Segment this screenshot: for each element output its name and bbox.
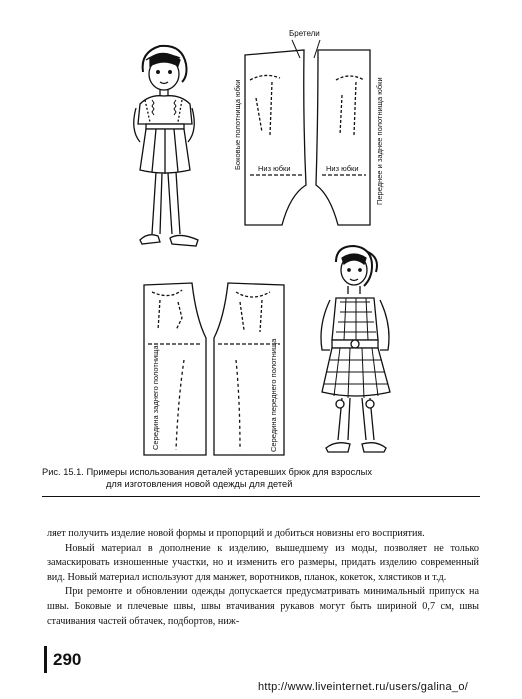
girl-in-skirt-illustration (134, 46, 198, 246)
caption-divider (42, 496, 480, 497)
skirt-hem-label-left: Низ юбки (258, 164, 291, 173)
back-panel-middle-label: Середина заднего полотнища (151, 345, 160, 450)
skirt-pattern-drawing (245, 40, 370, 225)
figure-caption (42, 466, 492, 490)
straps-label: Бретели (289, 29, 320, 38)
body-text (47, 527, 479, 629)
pinafore-pattern-drawing (144, 283, 284, 455)
watermark-url: http://www.liveinternet.ru/users/galina_o/ (258, 681, 469, 693)
girl-in-pinafore-illustration (321, 246, 390, 452)
skirt-side-panels-label: Боковые полотнища юбки (233, 79, 242, 170)
page-number: 290 (53, 650, 82, 669)
skirt-front-back-panels-label: Переднее и заднее полотнища юбки (375, 77, 384, 205)
caption-line-1: Рис. 15.1. Примеры использования деталей устаревших брюк для взрослых (42, 467, 372, 477)
front-panel-middle-label: Середина переднего полотнища (269, 338, 278, 452)
skirt-hem-label-right: Низ юбки (326, 164, 359, 173)
paragraph-2: Новый материал в дополнение к изделию, вышедшему из моды, позволяет не только замаскировать изношенные участки, но и изменить его размеры, придать изделию современный вид. Новый материал используют для манжет, воротников, планок, кокеток, хлястиков и т.д. (47, 542, 479, 583)
caption-line-2: для изготовления новой одежды для детей (106, 479, 293, 489)
paragraph-1: ляет получить изделие новой формы и пропорций и добиться новизны его восприятия. (47, 528, 425, 539)
paragraph-3: При ремонте и обновлении одежды допускается предусматривать минимальный припуск на швы. Боковые и плечевые швы, швы втачивания рукавов могут быть шириной 0,7 см, швы стачивания частей обтачек, подбортов, ниж- (47, 586, 479, 627)
page-number-bar (44, 646, 47, 673)
